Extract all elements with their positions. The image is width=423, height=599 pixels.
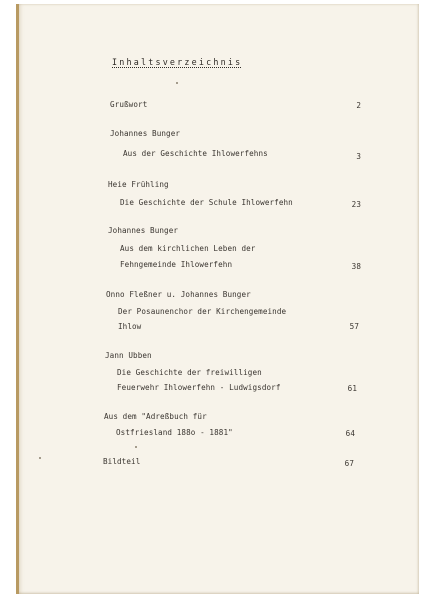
entry-7-title-line1: Aus dem "Adreßbuch für bbox=[104, 412, 207, 421]
entry-3-page: 23 bbox=[351, 200, 361, 209]
entry-4-author: Johannes Bunger bbox=[108, 226, 179, 235]
entry-1-title: Grußwort bbox=[110, 100, 148, 109]
entry-5-title-line1: Der Posaunenchor der Kirchengemeinde bbox=[118, 307, 287, 316]
entry-7-title-line2: Ostfriesland 188o - 1881" bbox=[116, 428, 233, 437]
entry-4-title-line2: Fehngemeinde Ihlowerfehn bbox=[120, 260, 233, 269]
entry-5-page: 57 bbox=[349, 322, 359, 331]
entry-4-page: 38 bbox=[351, 262, 361, 271]
entry-2-title: Aus der Geschichte Ihlowerfehns bbox=[123, 149, 268, 158]
entry-3-title: Die Geschichte der Schule Ihlowerfehn bbox=[120, 198, 293, 207]
scan-speck bbox=[176, 82, 178, 84]
entry-2-author: Johannes Bunger bbox=[110, 129, 181, 138]
entry-1-page: 2 bbox=[356, 101, 361, 110]
entry-8-page: 67 bbox=[344, 459, 354, 468]
entry-6-title-line1: Die Geschichte der freiwilligen bbox=[117, 368, 262, 377]
paper-sheet bbox=[16, 4, 419, 594]
entry-6-author: Jann Ubben bbox=[105, 351, 152, 360]
entry-6-page: 61 bbox=[347, 384, 357, 393]
entry-6-title-line2: Feuerwehr Ihlowerfehn - Ludwigsdorf bbox=[117, 383, 281, 392]
entry-5-title-line2: Ihlow bbox=[118, 322, 142, 331]
entry-2-page: 3 bbox=[356, 152, 361, 161]
scan-speck bbox=[39, 457, 41, 459]
scan-speck bbox=[135, 446, 137, 448]
entry-3-author: Heie Frühling bbox=[108, 180, 169, 189]
toc-title: Inhaltsverzeichnis bbox=[112, 57, 243, 67]
entry-5-author: Onno Fleßner u. Johannes Bunger bbox=[106, 290, 251, 299]
binding-edge bbox=[16, 4, 19, 594]
entry-4-title-line1: Aus dem kirchlichen Leben der bbox=[120, 244, 256, 253]
entry-7-page: 64 bbox=[345, 429, 355, 438]
entry-8-title: Bildteil bbox=[103, 457, 141, 466]
